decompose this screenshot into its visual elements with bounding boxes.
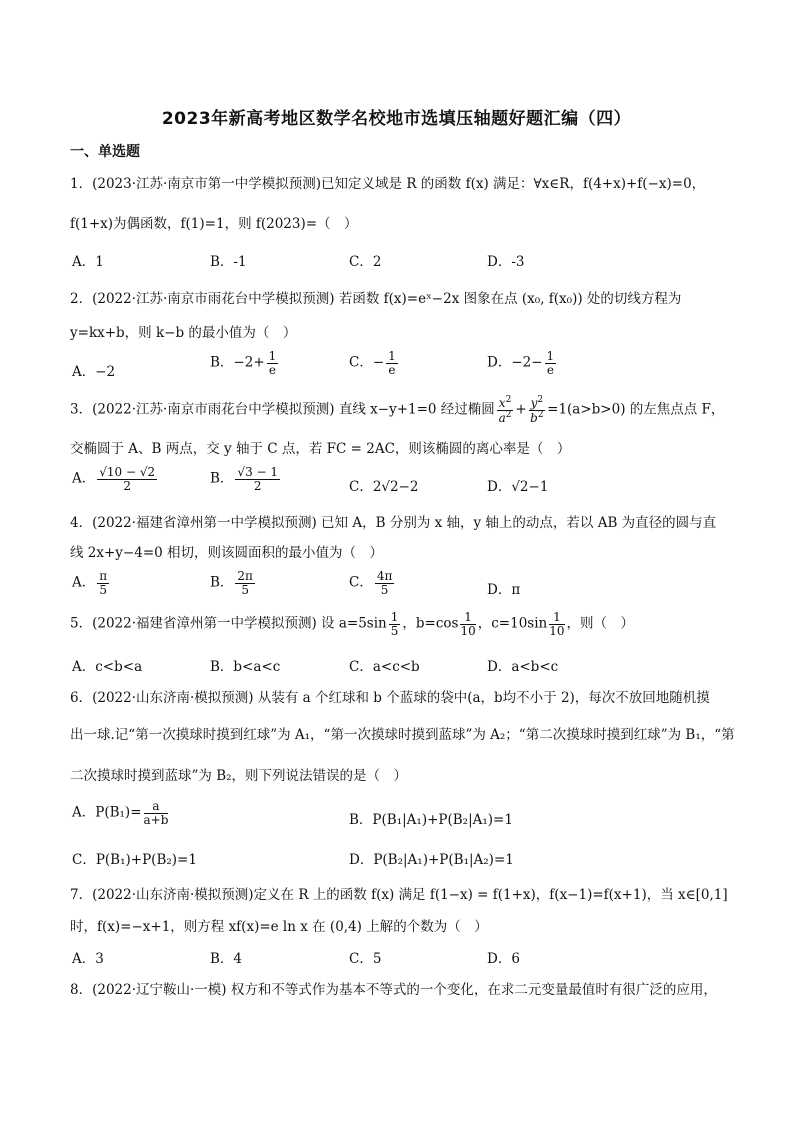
q8-stem-line1: 8．(2022·辽宁鞍山·一模) 权方和不等式作为基本不等式的一个变化，在求二元变量最值时有很广泛的应用，: [70, 982, 717, 998]
q2-option-a: A．−2: [72, 364, 116, 380]
q7-option-a: A．3: [72, 951, 104, 967]
q3-stem-part2: =1(a>b>0) 的左焦点点 F，: [547, 401, 725, 418]
q2-option-c: [349, 350, 400, 376]
q3-option-b: B． $\frac{√3 - 1}{2}$: [210, 465, 279, 493]
q3-option-a-fraction: $\frac{√10 - √2}{2}$: [99, 465, 156, 493]
q2-b-numerator: 1: [268, 349, 277, 363]
q4-option-d: D．π: [487, 582, 521, 598]
q1-option-a: A．1: [72, 254, 104, 270]
q6-option-a: A．P(B₁)= $\frac{a}{a+b}$: [72, 799, 169, 827]
q2-stem-line2: y=kx+b，则 k−b 的最小值为（ ）: [70, 325, 297, 341]
q1-option-b: B．-1: [210, 254, 247, 270]
q6-stem-line3: 二次摸球时摸到蓝球”为 B₂，则下列说法错误的是（ ）: [70, 768, 408, 784]
q2-option-b: [210, 350, 280, 376]
q2-option-b-fraction: [267, 350, 279, 376]
q5-option-b: B．b<a<c: [210, 659, 281, 675]
q5-option-c: C．a<c<b: [349, 659, 420, 675]
q3-stem-line1: 3．(2022·江苏·南京市雨花台中学模拟预测) 直线 x−y+1=0 经过椭圆 $\frac{x^2}{a^2}$ + $\frac{y^2}{b^2}$ =1(a>b>0) 的左焦点点 F，: [70, 395, 725, 425]
q2-option-d: [487, 350, 558, 376]
q7-option-c: C．5: [349, 951, 382, 967]
q5-option-a: A．c<b<a: [72, 659, 143, 675]
q6-stem-line1: 6．(2022·山东济南·模拟预测) 从装有 a 个红球和 b 个蓝球的袋中(a，b均不小于 2)，每次不放回地随机摸: [70, 690, 710, 706]
q2-stem-line1: 2．(2022·江苏·南京市雨花台中学模拟预测) 若函数 f(x)=eˣ−2x 图象在点 (x₀, f(x₀)) 处的切线方程为: [70, 291, 682, 307]
q5-option-d: D．a<b<c: [487, 659, 559, 675]
q3-stem-part1: 3．(2022·江苏·南京市雨花台中学模拟预测) 直线 x−y+1=0 经过椭圆: [70, 401, 495, 418]
page-title: 2023年新高考地区数学名校地市选填压轴题好题汇编（四）: [161, 109, 632, 129]
q6-option-d: D．P(B₂|A₁)+P(B₁|A₂)=1: [349, 852, 514, 868]
q2-option-b-prefix: B．−2+: [210, 354, 265, 371]
q2-c-numerator: 1: [388, 349, 396, 363]
q6-option-c: C．P(B₁)+P(B₂)=1: [72, 852, 197, 868]
q3-option-b-fraction: $\frac{√3 - 1}{2}$: [237, 465, 279, 493]
q2-option-c-fraction: [386, 350, 398, 376]
q2-d-numerator: 1: [546, 349, 555, 363]
section-heading: 一、单选题: [70, 144, 140, 160]
q7-stem-line2: 时，f(x)=−x+1，则方程 xf(x)=e ln x 在 (0,4) 上解的个数为（ ）: [70, 919, 488, 935]
q1-stem-line1: 1．(2023·江苏·南京市第一中学模拟预测)已知定义域是 R 的函数 f(x) 满足：∀x∈R，f(4+x)+f(−x)=0，: [70, 176, 706, 192]
q2-b-denominator: e: [268, 362, 277, 377]
q1-stem-line2: f(1+x)为偶函数，f(1)=1，则 f(2023)=（ ）: [70, 216, 358, 232]
q3-option-a: A． $\frac{√10 - √2}{2}$: [72, 465, 156, 493]
q6-stem-line2: 出一球.记“第一次摸球时摸到红球”为 A₁，“第一次摸球时摸到蓝球”为 A₂；“第二次摸球时摸到红球”为 B₁，“第: [70, 727, 735, 743]
q2-option-d-fraction: [545, 350, 557, 376]
q3-y-fraction: $\frac{y^2}{b^2}$: [530, 395, 544, 425]
q4-option-c: C． $\frac{4\pi}{5}$: [349, 569, 393, 597]
q3-stem-line2: 交椭圆于 A、B 两点，交 y 轴于 C 点，若 FC = 2AC，则该椭圆的离心率是（ ）: [70, 441, 571, 457]
q7-option-b: B．4: [210, 951, 243, 967]
q4-option-b: B． $\frac{2\pi}{5}$: [210, 569, 253, 597]
q2-option-d-prefix: D．−2−: [487, 354, 543, 371]
q6-option-b: B．P(B₁|A₁)+P(B₂|A₁)=1: [349, 812, 513, 828]
q1-option-d: D．-3: [487, 254, 525, 270]
q1-option-c: C．2: [349, 254, 382, 270]
q7-option-d: D．6: [487, 951, 520, 967]
q5-stem: 5．(2022·福建省漳州第一中学模拟预测) 设 a=5sin $\frac{1}{5}$ ，b=cos $\frac{1}{10}$ ，c=10sin $\frac{1}{10}$ ，则（ ）: [70, 610, 635, 638]
q4-option-a: A． $\frac{\pi}{5}$: [72, 569, 108, 597]
q4-stem-line2: 线 2x+y−4=0 相切，则该圆面积的最小值为（ ）: [70, 545, 384, 561]
q2-option-c-prefix: C．−: [349, 354, 385, 371]
q2-d-denominator: e: [546, 362, 554, 377]
q4-stem-line1: 4．(2022·福建省漳州第一中学模拟预测) 已知 A，B 分别为 x 轴，y 轴上的动点，若以 AB 为直径的圆与直: [70, 515, 717, 531]
q7-stem-line1: 7．(2022·山东济南·模拟预测)定义在 R 上的函数 f(x) 满足 f(1−x) = f(1+x)，f(x−1)=f(x+1)，当 x∈[0,1]: [70, 887, 728, 903]
q3-option-c: C．2√2−2: [349, 479, 419, 495]
q2-c-denominator: e: [388, 362, 396, 377]
q3-option-d: D．√2−1: [487, 479, 549, 495]
q3-x-fraction: $\frac{x^2}{a^2}$: [498, 395, 512, 425]
